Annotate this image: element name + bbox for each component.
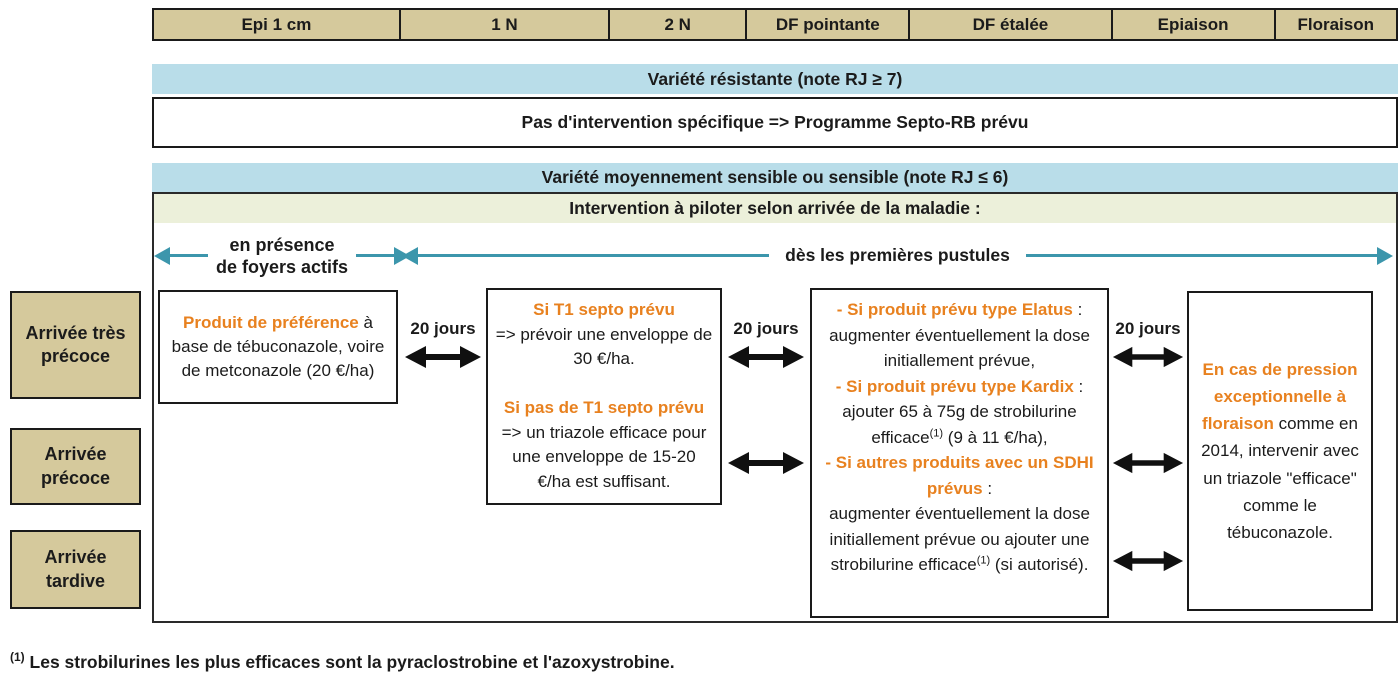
sensitive-variety-banner: Variété moyennement sensible ou sensible (note RJ ≤ 6) [152, 163, 1398, 192]
timing-zone-foyers [154, 230, 400, 282]
kardix-item: - Si produit prévu type Kardix : ajouter 65 à 75g de strobilurine efficace$^{(1)}$ (9 à 11 €/ha), [835, 376, 1084, 447]
stage-cell-epiaison: Epiaison [1111, 10, 1274, 39]
box-produit-preference [158, 290, 398, 404]
box-produits-sdhi [810, 288, 1109, 618]
autres-sdhi-item: - Si autres produits avec un SDHI prévus : augmenter éventuellement la dose initiallement prévue ou ajouter une strobilurine efficace$^{(1)}$ (si autorisé). [825, 453, 1094, 574]
premieres-pustules-label: dès les premières pustules [785, 245, 1010, 266]
resistant-variety-banner: Variété résistante (note RJ ≥ 7) [152, 64, 1398, 94]
stage-cell-2n: 2 N [608, 10, 745, 39]
elatus-item: - Si produit prévu type Elatus : augmenter éventuellement la dose initiallement prévue, [829, 300, 1090, 370]
box-pression-floraison-text: En cas de pression exceptionnelle à floraison comme en 2014, intervenir avec un triazole "efficace" comme le tébuconazole. [1201, 359, 1359, 542]
double-arrow-icon [404, 342, 482, 372]
arrival-label-tres-precoce: Arrivée très précoce [10, 291, 141, 399]
box-pression-floraison [1187, 291, 1373, 611]
interval-label-2: 20 jours [733, 319, 799, 338]
double-arrow-icon [1112, 546, 1184, 576]
left-arrow-icon [154, 247, 208, 265]
intervention-strip: Intervention à piloter selon arrivée de la maladie : [154, 194, 1396, 223]
interval-label-3: 20 jours [1115, 319, 1181, 338]
foyers-actifs-label: en présence de foyers actifs [216, 234, 349, 277]
stage-cell-1n: 1 N [399, 10, 608, 39]
growth-stage-header [152, 8, 1398, 41]
arrival-label-precoce: Arrivée précoce [10, 428, 141, 505]
right-arrow-icon [1026, 247, 1393, 265]
box-t1-septo [486, 288, 722, 505]
no-t1-septo-item: Si pas de T1 septo prévu => un triazole efficace pour une enveloppe de 15-20 €/ha est suffisant. [501, 397, 707, 491]
box-produit-preference-text: Produit de préférence à base de tébuconazole, voire de metconazole (20 €/ha) [171, 313, 385, 380]
arrival-label-tardive: Arrivée tardive [10, 530, 141, 609]
stage-cell-df-pointante: DF pointante [745, 10, 908, 39]
t1-septo-item: Si T1 septo prévu => prévoir une enveloppe de 30 €/ha. [495, 300, 713, 369]
strobilurine-footnote: $^{(1)}$ Les strobilurines les plus efficaces sont la pyraclostrobine et l'azoxystrobine. [10, 650, 675, 672]
double-arrow-icon [1112, 342, 1184, 372]
interval-label-1: 20 jours [410, 319, 476, 338]
double-arrow-icon [727, 342, 805, 372]
stage-cell-df-etalee: DF étalée [908, 10, 1110, 39]
double-arrow-icon [727, 448, 805, 478]
left-arrow-icon [402, 247, 769, 265]
resistant-variety-action: Pas d'intervention spécifique => Programme Septo-RB prévu [152, 97, 1398, 148]
stage-cell-epi-1cm: Epi 1 cm [241, 14, 312, 34]
timing-zone-pustules [402, 230, 1393, 282]
stage-cell-floraison: Floraison [1274, 10, 1396, 39]
double-arrow-icon [1112, 448, 1184, 478]
